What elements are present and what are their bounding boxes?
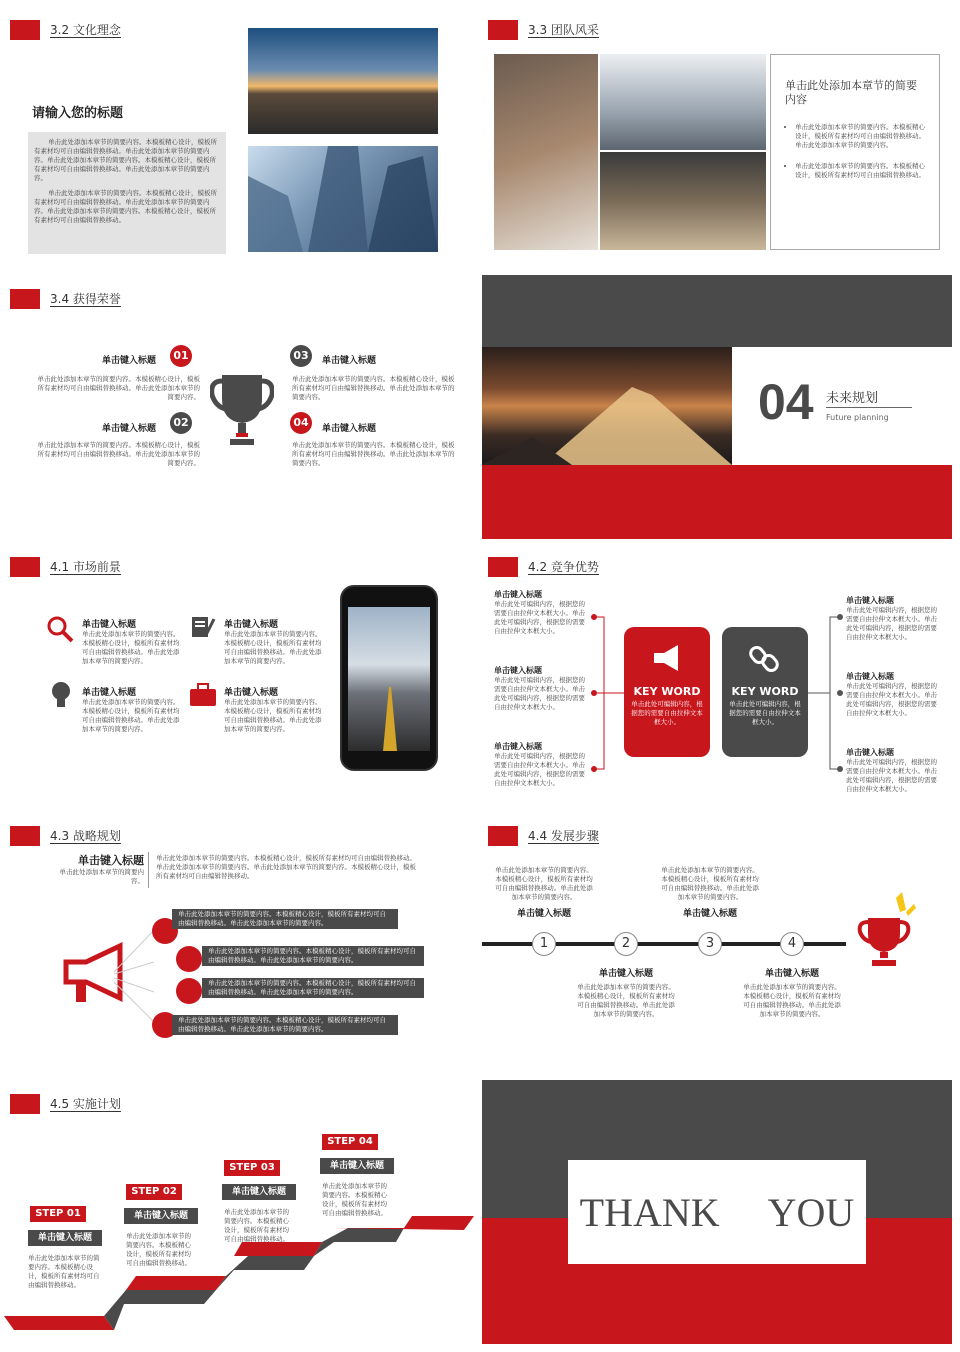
top-band — [482, 275, 952, 347]
step-bottom: 单击键入标题 单击此处添加本章节的简要内容。本模板精心设计，模板所有素材均可自由编辑替换移动。单击此处添加本章节的简要内容。 — [743, 969, 841, 1018]
number-badge: 02 — [170, 412, 192, 434]
section-header: 3.3 团队风采 — [488, 20, 599, 40]
divider — [148, 852, 149, 888]
bottom-band — [482, 465, 952, 539]
connector-lines — [586, 613, 626, 773]
search-icon — [46, 615, 74, 643]
thank-text: THANK — [579, 1189, 720, 1235]
left-item: 单击键入标题 单击此处可编辑内容，根据您的需要自由拉伸文本框大小。单击此处可编辑内容，根据您的需要自由拉伸文本框大小。 — [494, 742, 585, 787]
strategy-bar: 单击此处添加本章节的简要内容。本模板精心设计，模板所有素材均可自由编辑替换移动。单击此处添加本章节的简要内容。 — [202, 978, 424, 998]
slide-honors — [4, 275, 474, 539]
section-header: 4.2 竞争优势 — [488, 557, 599, 577]
item-text: 单击此处添加本章节的简要内容。本模板精心设计，模板所有素材均可自由编辑替换移动。单击此处添加本章节的简要内容。 — [224, 630, 322, 665]
item-title: 单击键入标题 — [322, 356, 377, 366]
keyword-card: KEY WORD 单击此处可编辑内容，根据您的需要自由拉伸文本框大小。 — [624, 627, 710, 757]
link-icon — [748, 643, 782, 673]
strategy-bar: 单击此处添加本章节的简要内容。本模板精心设计，模板所有素材均可自由编辑替换移动。单击此处添加本章节的简要内容。 — [172, 909, 398, 929]
item-title: 单击键入标题 — [102, 356, 157, 366]
right-item: 单击键入标题 单击此处可编辑内容，根据您的需要自由拉伸文本框大小。单击此处可编辑内容，根据您的需要自由拉伸文本框大小。 — [846, 596, 937, 641]
step-node: 3 — [698, 932, 722, 956]
phone-screen — [348, 607, 430, 751]
phone-mockup — [340, 585, 438, 771]
road-sunset-photo — [248, 28, 438, 134]
briefcase-icon — [188, 683, 218, 707]
trophy-icon — [210, 369, 274, 449]
step-title: 单击键入标题 — [124, 1208, 198, 1224]
lightbulb-icon — [50, 681, 72, 711]
divider — [826, 407, 912, 408]
item-text: 单击此处添加本章节的简要内容。本模板精心设计，模板所有素材均可自由编辑替换移动。单击此处添加本章节的简要内容。 — [37, 375, 200, 401]
item-text: 单击此处添加本章节的简要内容。本模板精心设计，模板所有素材均可自由编辑替换移动。单击此处添加本章节的简要内容。 — [292, 441, 455, 467]
step-title: 单击键入标题 — [222, 1184, 296, 1200]
library-photo — [600, 152, 766, 250]
item-text: 单击此处添加本章节的简要内容。本模板精心设计，模板所有素材均可自由编辑替换移动。单击此处添加本章节的简要内容。 — [82, 630, 180, 665]
paragraph: 单击此处添加本章节的简要内容。本模板精心设计，模板所有素材均可自由编辑替换移动。单击此处添加本章节的简要内容。单击此处添加本章节的简要内容。本模板精心设计，模板所有素材均可自由编辑替换移动。 — [34, 189, 217, 224]
team-photo — [494, 54, 598, 250]
thank-you-card — [568, 1160, 866, 1264]
step-text: 单击此处添加本章节的简要内容。本模板精心设计，模板所有素材均可自由编辑替换移动。 — [322, 1182, 387, 1217]
slide-implementation — [4, 1080, 474, 1344]
strategy-bar: 单击此处添加本章节的简要内容。本模板精心设计，模板所有素材均可自由编辑替换移动。单击此处添加本章节的简要内容。 — [172, 1015, 398, 1035]
item-title: 单击键入标题 — [224, 620, 279, 630]
megaphone-icon — [650, 643, 684, 673]
bullet: • 单击此处添加本章节的简要内容。本模板精心设计，模板所有素材均可自由编辑替换移动。 — [795, 162, 925, 180]
text-box — [28, 132, 226, 254]
item-text: 单击此处添加本章节的简要内容。本模板精心设计，模板所有素材均可自由编辑替换移动。单击此处添加本章节的简要内容。 — [37, 441, 200, 467]
strategy-bar: 单击此处添加本章节的简要内容。本模板精心设计，模板所有素材均可自由编辑替换移动。单击此处添加本章节的简要内容。 — [202, 946, 424, 966]
step-text: 单击此处添加本章节的简要内容。本模板精心设计，模板所有素材均可自由编辑替换移动。 — [224, 1208, 289, 1243]
item-title: 单击键入标题 — [322, 424, 377, 434]
skyscraper-photo — [248, 146, 438, 252]
item-title: 单击键入标题 — [82, 688, 137, 698]
number-badge: 04 — [290, 412, 312, 434]
briefcase-icon — [176, 978, 202, 1004]
item-text: 单击此处添加本章节的简要内容。本模板精心设计，模板所有素材均可自由编辑替换移动。单击此处添加本章节的简要内容。 — [224, 698, 322, 733]
slide-team — [482, 6, 952, 270]
connector-lines — [808, 613, 848, 773]
section-header: 4.5 实施计划 — [10, 1094, 121, 1114]
slide-thank-you — [482, 1080, 952, 1344]
step-label: STEP 01 — [30, 1206, 86, 1222]
item-title: 单击键入标题 — [82, 620, 137, 630]
step-node: 1 — [532, 932, 556, 956]
step-top: 单击此处添加本章节的简要内容。本模板精心设计，模板所有素材均可自由编辑替换移动。单击此处添加本章节的简要内容。 单击键入标题 — [495, 866, 593, 919]
step-node: 4 — [780, 932, 804, 956]
intro-text: 单击此处添加本章节的简要内容。本模板精心设计，模板所有素材均可自由编辑替换移动。单击此处添加本章节的简要内容。单击此处添加本章节的简要内容。本模板精心设计，模板所有素材均可自由编辑替换移动。 — [156, 854, 416, 880]
step-bottom: 单击键入标题 单击此处添加本章节的简要内容。本模板精心设计，模板所有素材均可自由编辑替换移动。单击此处添加本章节的简要内容。 — [577, 969, 675, 1018]
step-top: 单击此处添加本章节的简要内容。本模板精心设计，模板所有素材均可自由编辑替换移动。单击此处添加本章节的简要内容。 单击键入标题 — [661, 866, 759, 919]
chapter-number: 04 — [758, 374, 814, 430]
left-item: 单击键入标题 单击此处可编辑内容，根据您的需要自由拉伸文本框大小。单击此处可编辑内容，根据您的需要自由拉伸文本框大小。 — [494, 590, 585, 635]
slide-future-planning — [482, 275, 952, 539]
summary-title: 单击此处添加本章节的简要内容 — [785, 79, 917, 106]
chapter-subtitle: Future planning — [826, 413, 889, 422]
number-badge: 03 — [290, 345, 312, 367]
number-badge: 01 — [170, 345, 192, 367]
step-label: STEP 04 — [322, 1134, 378, 1150]
intro-title: 单击键入标题 单击此处添加本章节的简要内容。 — [59, 854, 144, 885]
step-text: 单击此处添加本章节的简要内容。本模板精心设计，模板所有素材均可自由编辑替换移动。 — [28, 1254, 100, 1289]
keyword-card: KEY WORD 单击此处可编辑内容，根据您的需要自由拉伸文本框大小。 — [722, 627, 808, 757]
slide-competition — [482, 543, 952, 807]
slide-culture — [4, 6, 474, 270]
section-header: 4.1 市场前景 — [10, 557, 121, 577]
slide-strategy — [4, 812, 474, 1076]
item-text: 单击此处添加本章节的简要内容。本模板精心设计，模板所有素材均可自由编辑替换移动。单击此处添加本章节的简要内容。 — [292, 375, 455, 401]
step-title: 单击键入标题 — [320, 1158, 394, 1174]
paragraph: 单击此处添加本章节的简要内容。本模板精心设计，模板所有素材均可自由编辑替换移动。单击此处添加本章节的简要内容。单击此处添加本章节的简要内容。本模板精心设计，模板所有素材均可自由编辑替换移动。单击此处添加本章节的简要内容。 — [34, 138, 217, 182]
step-node: 2 — [614, 932, 638, 956]
search-icon — [176, 946, 202, 972]
step-title: 单击键入标题 — [28, 1230, 102, 1246]
you-text: YOU — [767, 1189, 855, 1235]
bullet: • 单击此处添加本章节的简要内容。本模板精心设计，模板所有素材均可自由编辑替换移动。单击此处添加本章节的简要内容。 — [795, 123, 925, 150]
right-item: 单击键入标题 单击此处可编辑内容，根据您的需要自由拉伸文本框大小。单击此处可编辑内容，根据您的需要自由拉伸文本框大小。 — [846, 672, 937, 717]
slide-market — [4, 543, 474, 807]
document-edit-icon — [188, 613, 216, 641]
mountain-photo — [482, 347, 732, 465]
step-label: STEP 02 — [126, 1184, 182, 1200]
item-title: 单击键入标题 — [102, 424, 157, 434]
left-item: 单击键入标题 单击此处可编辑内容，根据您的需要自由拉伸文本框大小。单击此处可编辑内容，根据您的需要自由拉伸文本框大小。 — [494, 666, 585, 711]
slide-title: 请输入您的标题 — [32, 106, 124, 121]
step-label: STEP 03 — [224, 1160, 280, 1176]
section-header: 3.2 文化理念 — [10, 20, 121, 40]
step-text: 单击此处添加本章节的简要内容。本模板精心设计，模板所有素材均可自由编辑替换移动。 — [126, 1232, 191, 1267]
section-header: 3.4 获得荣誉 — [10, 289, 121, 309]
item-title: 单击键入标题 — [224, 688, 279, 698]
meeting-photo — [600, 54, 766, 150]
trophy-icon — [856, 888, 916, 970]
right-item: 单击键入标题 单击此处可编辑内容，根据您的需要自由拉伸文本框大小。单击此处可编辑内容，根据您的需要自由拉伸文本框大小。 — [846, 748, 937, 793]
section-header: 4.4 发展步骤 — [488, 826, 599, 846]
item-text: 单击此处添加本章节的简要内容。本模板精心设计，模板所有素材均可自由编辑替换移动。单击此处添加本章节的简要内容。 — [82, 698, 180, 733]
slide-development-steps — [482, 812, 952, 1076]
chapter-title: 未来规划 — [826, 391, 879, 406]
summary-box — [770, 54, 940, 250]
section-header: 4.3 战略规划 — [10, 826, 121, 846]
